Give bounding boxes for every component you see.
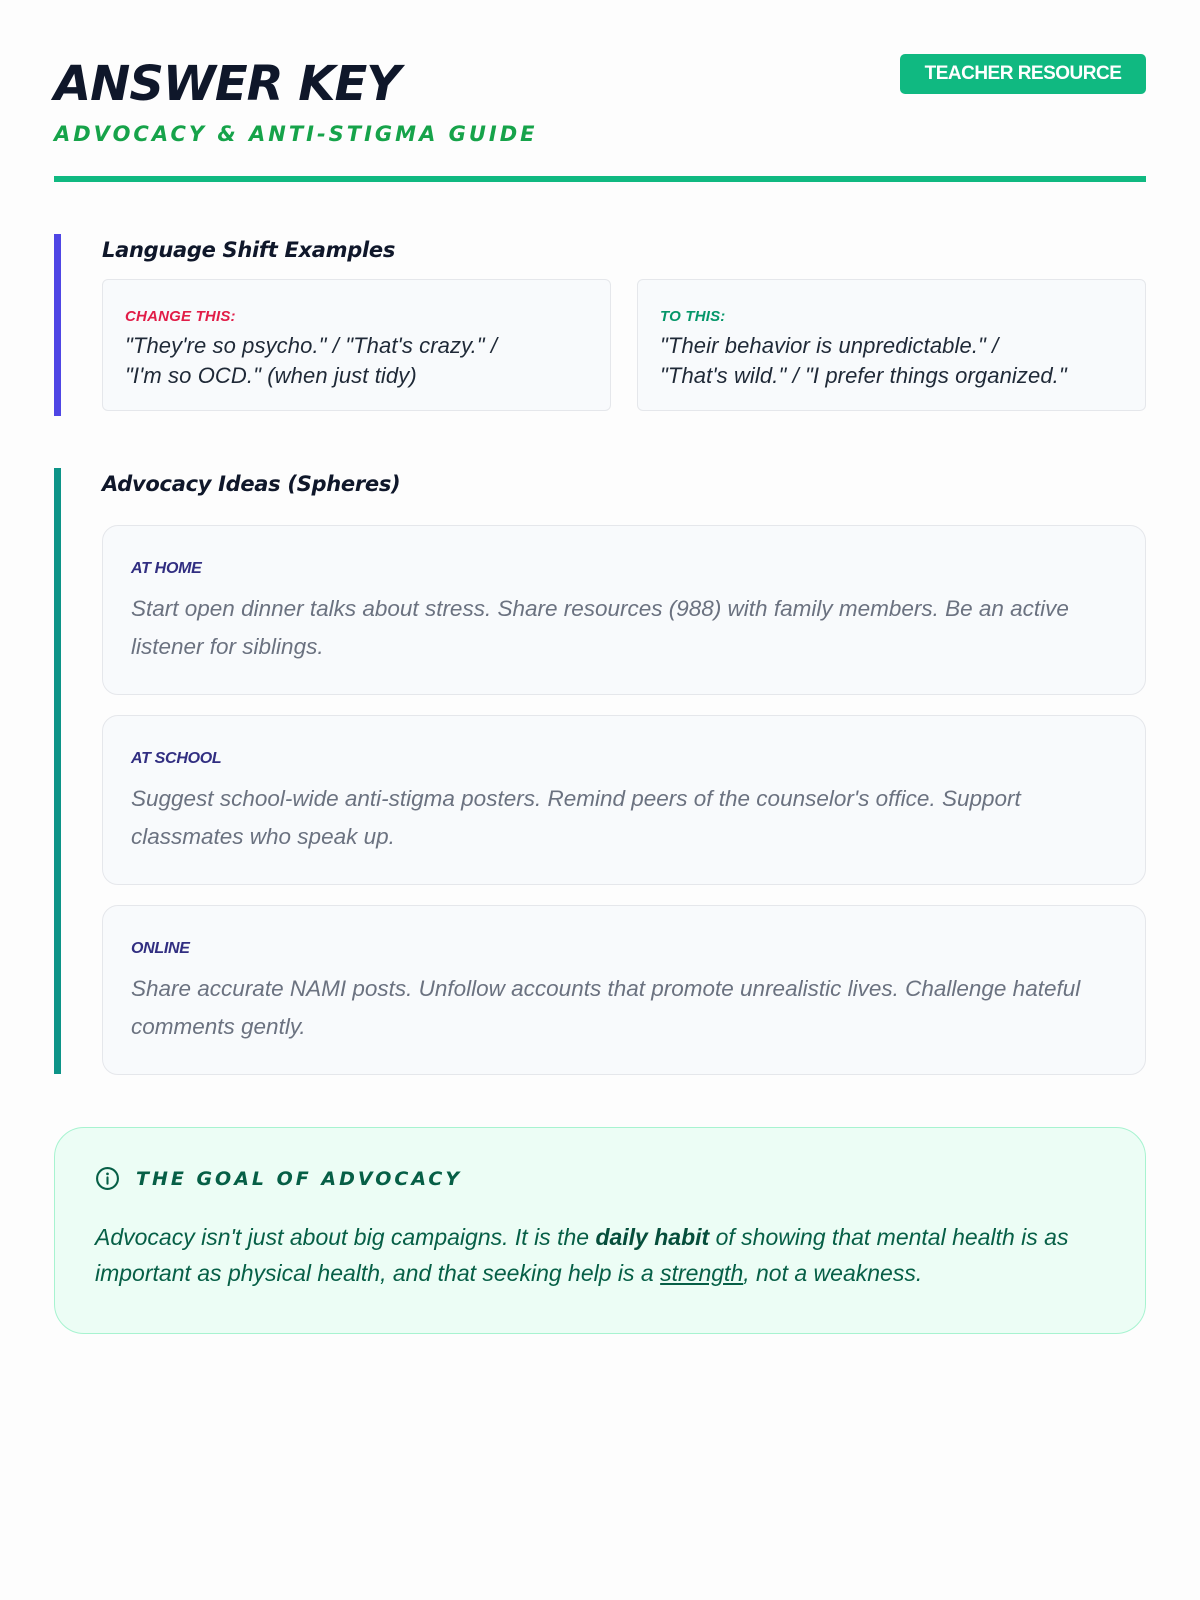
spheres-list xyxy=(102,525,1146,1075)
goal-header xyxy=(95,1166,1105,1191)
sphere-label: ONLINE xyxy=(131,940,190,957)
change-this-label: CHANGE THIS: xyxy=(125,308,236,325)
change-this-card xyxy=(102,279,611,411)
to-this-card xyxy=(637,279,1146,411)
sphere-text: Start open dinner talks about stress. Share resources (988) with family members. Be an active listener for siblings. xyxy=(131,596,1069,659)
sphere-card-online xyxy=(102,905,1146,1075)
language-shift-pair xyxy=(102,279,1146,411)
sphere-card-home xyxy=(102,525,1146,695)
goal-text-underline: strength xyxy=(660,1260,744,1286)
section-accent-bar xyxy=(54,234,61,416)
teacher-resource-badge: TEACHER RESOURCE xyxy=(900,54,1146,94)
goal-callout xyxy=(54,1127,1146,1334)
header xyxy=(54,0,1146,182)
section-accent-bar xyxy=(54,468,61,1074)
to-this-line-1: "Their behavior is unpredictable." / xyxy=(660,333,999,358)
goal-text-bold: daily habit xyxy=(595,1224,710,1250)
goal-title: THE GOAL OF ADVOCACY xyxy=(136,1167,463,1190)
change-this-line-1: "They're so psycho." / "That's crazy." / xyxy=(125,333,498,358)
sphere-label: AT SCHOOL xyxy=(131,750,222,767)
to-this-text xyxy=(660,331,1125,391)
change-this-text xyxy=(125,331,590,391)
advocacy-section xyxy=(54,468,1146,1074)
goal-text-middle: of showing that mental health is as important as physical health, and that seeking help is a xyxy=(95,1224,1069,1286)
to-this-line-2: "That's wild." / "I prefer things organized." xyxy=(660,363,1067,388)
language-shift-title: Language Shift Examples xyxy=(102,238,396,262)
to-this-label: TO THIS: xyxy=(660,308,726,325)
page-subtitle: ADVOCACY & ANTI-STIGMA GUIDE xyxy=(54,122,538,146)
goal-text-after: , not a weakness. xyxy=(743,1260,923,1286)
info-icon xyxy=(95,1166,120,1191)
page-title: ANSWER KEY xyxy=(54,56,401,112)
change-this-line-2: "I'm so OCD." (when just tidy) xyxy=(125,363,417,388)
sphere-text: Suggest school-wide anti-stigma posters. Remind peers of the counselor's office. Support classmates who speak up. xyxy=(131,786,1021,849)
sphere-label: AT HOME xyxy=(131,560,202,577)
goal-text xyxy=(95,1219,1105,1291)
sphere-text: Share accurate NAMI posts. Unfollow accounts that promote unrealistic lives. Challenge hateful comments gently. xyxy=(131,976,1081,1039)
goal-text-before: Advocacy isn't just about big campaigns. It is the xyxy=(95,1224,596,1250)
sphere-card-school xyxy=(102,715,1146,885)
advocacy-title: Advocacy Ideas (Spheres) xyxy=(102,472,401,496)
language-shift-section xyxy=(54,234,1146,416)
